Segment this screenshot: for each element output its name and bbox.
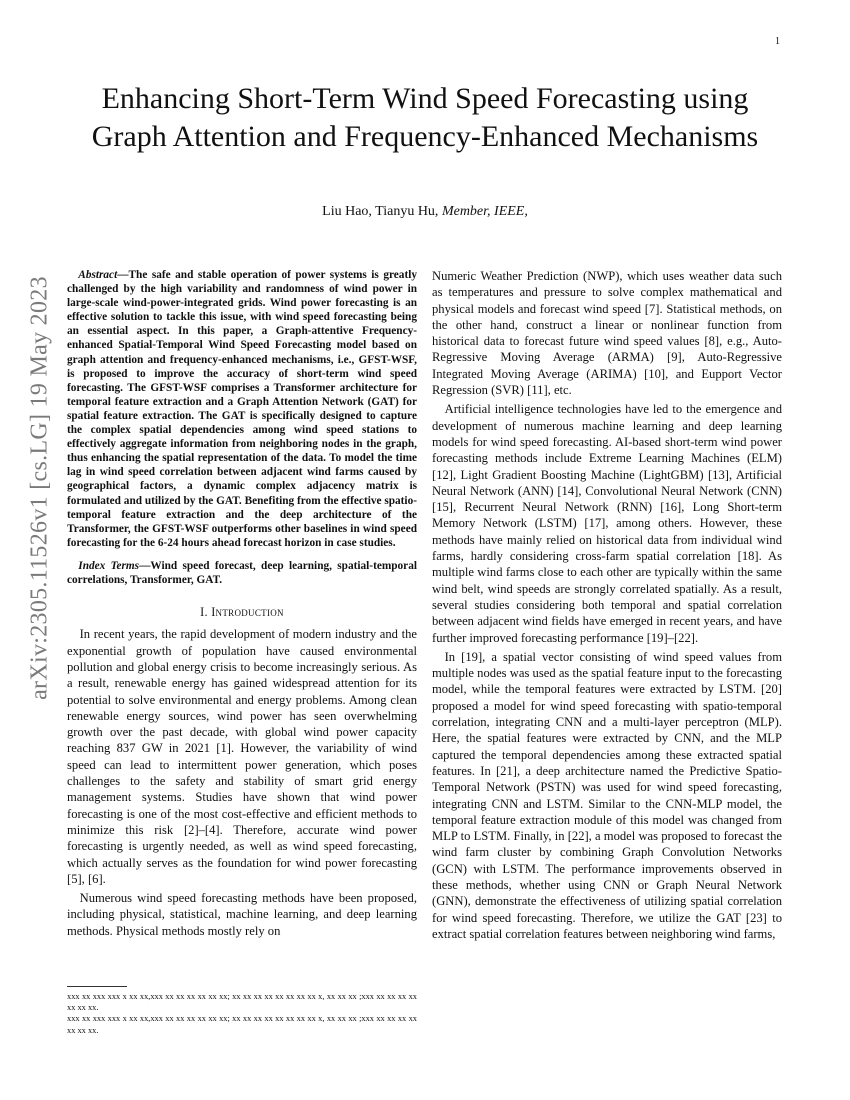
abstract (67, 268, 417, 550)
footnote-2: xxx xx xxx xxx x xx xx,xxx xx xx xx xx xx xx; xx xx xx xx xx xx xx xx x, xx xx xx ;xxx xx xx xx xx xx xx xx. (67, 1014, 417, 1035)
right-paragraph-3: In [19], a spatial vector consisting of wind speed values from multiple nodes was used as the spatial feature input to the forecasting model, while the temporal features were extracted by LSTM. [20] proposed a model for wind speed forecasting with spatio-temporal correlation, integrating CNN and a multi-layer perceptron (MLP). Here, the spatial features were extracted by CNN, and the MLP captured the temporal dependencies among these extracted spatial features. In [21], a deep architecture named the Predictive Spatio-Temporal Network (PSTN) was used for wind speed forecasting, integrating CNN and LSTM. Similar to the CNN-MLP model, the temporal feature extraction module of this model was changed from MLP to LSTM. Finally, in [22], a model was proposed to forecast the wind farm cluster by combining Graph Convolution Networks (GCN) with LSTM. The performance improvements observed in these methods, whether using CNN or Graph Neural Network (GNN), demonstrate the effectiveness of utilizing spatial correlation for wind speed forecasting. Therefore, we utilize the GAT [23] to extract spatial correlation features between neighboring wind farms, (432, 649, 782, 941)
index-terms-label: Index Terms (78, 559, 140, 572)
right-paragraph-2: Artificial intelligence technologies have led to the emergence and development of numerous machine learning and deep learning models for wind speed forecasting. AI-based short-term wind power forecasting methods include Extreme Learning Machines (ELM) [12], Light Gradient Boosting Machine (LightGBM) [13], Artificial Neural Network (ANN) [14], Convolutional Neural Network (CNN) [15], Recurrent Neural Network (RNN) [16], Long Short-term Memory Network (LSTM) [17], among others. However, these methods have mainly relied on historical data from individual wind farms, hardly considering cross-farm spatial correlation [18]. As multiple wind farms close to each other are typically within the same wind belt, wind speeds are strongly correlated spatially. As a result, several studies considering both temporal and spatial correlation between adjacent wind fields have emerged in recent years, and have further improved forecasting performance [19]–[22]. (432, 402, 782, 645)
author-line (70, 204, 780, 220)
section-heading-introduction: I. Introduction (200, 605, 284, 620)
intro-paragraph-1: In recent years, the rapid development of modern industry and the exponential growth of population have caused environmental pollution and global energy crisis to become increasingly serious. As a result, renewable energy has gained widespread attention for its potential to solve environmental and energy problems. Among clean renewable energy sources, wind power has seen overwhelming growth over the past decade, with global wind power capacity reaching 837 GW in 2021 [1]. However, the variability of wind speed can lead to intermittent power generation, which poses challenges to the safety and stability of smart grid energy management systems. Studies have shown that wind power forecasting is one of the most cost-effective and efficient methods to minimize this risk [2]–[4]. Therefore, accurate wind power forecasting is urgently needed, as well as wind speed forecasting, which actually serves as the foundation for wind power forecasting [5], [6]. (67, 627, 417, 886)
page-number: 1 (775, 36, 780, 47)
footnote-divider (67, 986, 127, 987)
right-column (432, 268, 782, 945)
footnotes (67, 991, 417, 1036)
left-column (67, 268, 417, 942)
author-affiliation: Member, IEEE, (441, 204, 528, 219)
index-terms-text: —Wind speed forecast, deep learning, spatial-temporal correlations, Transformer, GAT. (67, 559, 417, 586)
abstract-text: —The safe and stable operation of power systems is greatly challenged by the high variability and randomness of wind power in large-scale wind-power-integrated grids. Wind power forecasting is an effective solution to tackle this issue, with wind speed forecasting being an essential aspect. In this paper, a Graph-attentive Frequency-enhanced Spatial-Temporal Wind Speed Forecasting model based on graph attention and frequency-enhanced mechanisms, i.e., GFST-WSF, is proposed to improve the accuracy of short-term wind speed forecasting. The GFST-WSF comprises a Transformer architecture for temporal feature extraction and a Graph Attention Network (GAT) for spatial feature extraction. The GAT is specifically designed to capture the complex spatial dependencies among wind speed stations to effectively aggregate information from neighboring nodes in the graph, thus enhancing the spatial representation of the data. To model the time lag in wind speed correlation between adjacent wind farms caused by geographical factors, a dynamic complex adjacency matrix is formulated and utilized by the GAT. Benefiting from the effective spatio-temporal feature extraction and the deep architecture of the Transformer, the GFST-WSF outperforms other baselines in wind speed forecasting for the 6-24 hours ahead forecast horizon in case studies. (67, 269, 417, 549)
index-terms (67, 559, 417, 587)
footnote-1: xxx xx xxx xxx x xx xx,xxx xx xx xx xx xx xx; xx xx xx xx xx xx xx xx x, xx xx xx ;xxx xx xx xx xx xx xx xx. (67, 992, 417, 1013)
arxiv-side-identifier (18, 275, 62, 700)
intro-paragraph-2: Numerous wind speed forecasting methods have been proposed, including physical, statistical, machine learning, and deep learning methods. Physical methods mostly rely on (67, 891, 417, 938)
author-names: Liu Hao, Tianyu Hu, (322, 204, 439, 219)
right-paragraph-1: Numeric Weather Prediction (NWP), which uses weather data such as temperatures and pressure to solve complex mathematical and physical models and forecast wind speed [7]. Statistical methods, on the other hand, construct a linear or nonlinear function from historical data to forecast future wind speed values [8], e.g., Auto-Regressive Moving Average (ARMA) [9], Auto-Regressive Integrated Moving Average (ARIMA) [10], and Eupport Vector Regression (SVR) [11], etc. (432, 269, 782, 398)
abstract-label: Abstract (78, 269, 118, 281)
arxiv-identifier-text: arXiv:2305.11526v1 [cs.LG] 19 May 2023 (26, 275, 53, 700)
paper-title: Enhancing Short-Term Wind Speed Forecasting using Graph Attention and Frequency-Enhanced Mechanisms (91, 82, 759, 153)
